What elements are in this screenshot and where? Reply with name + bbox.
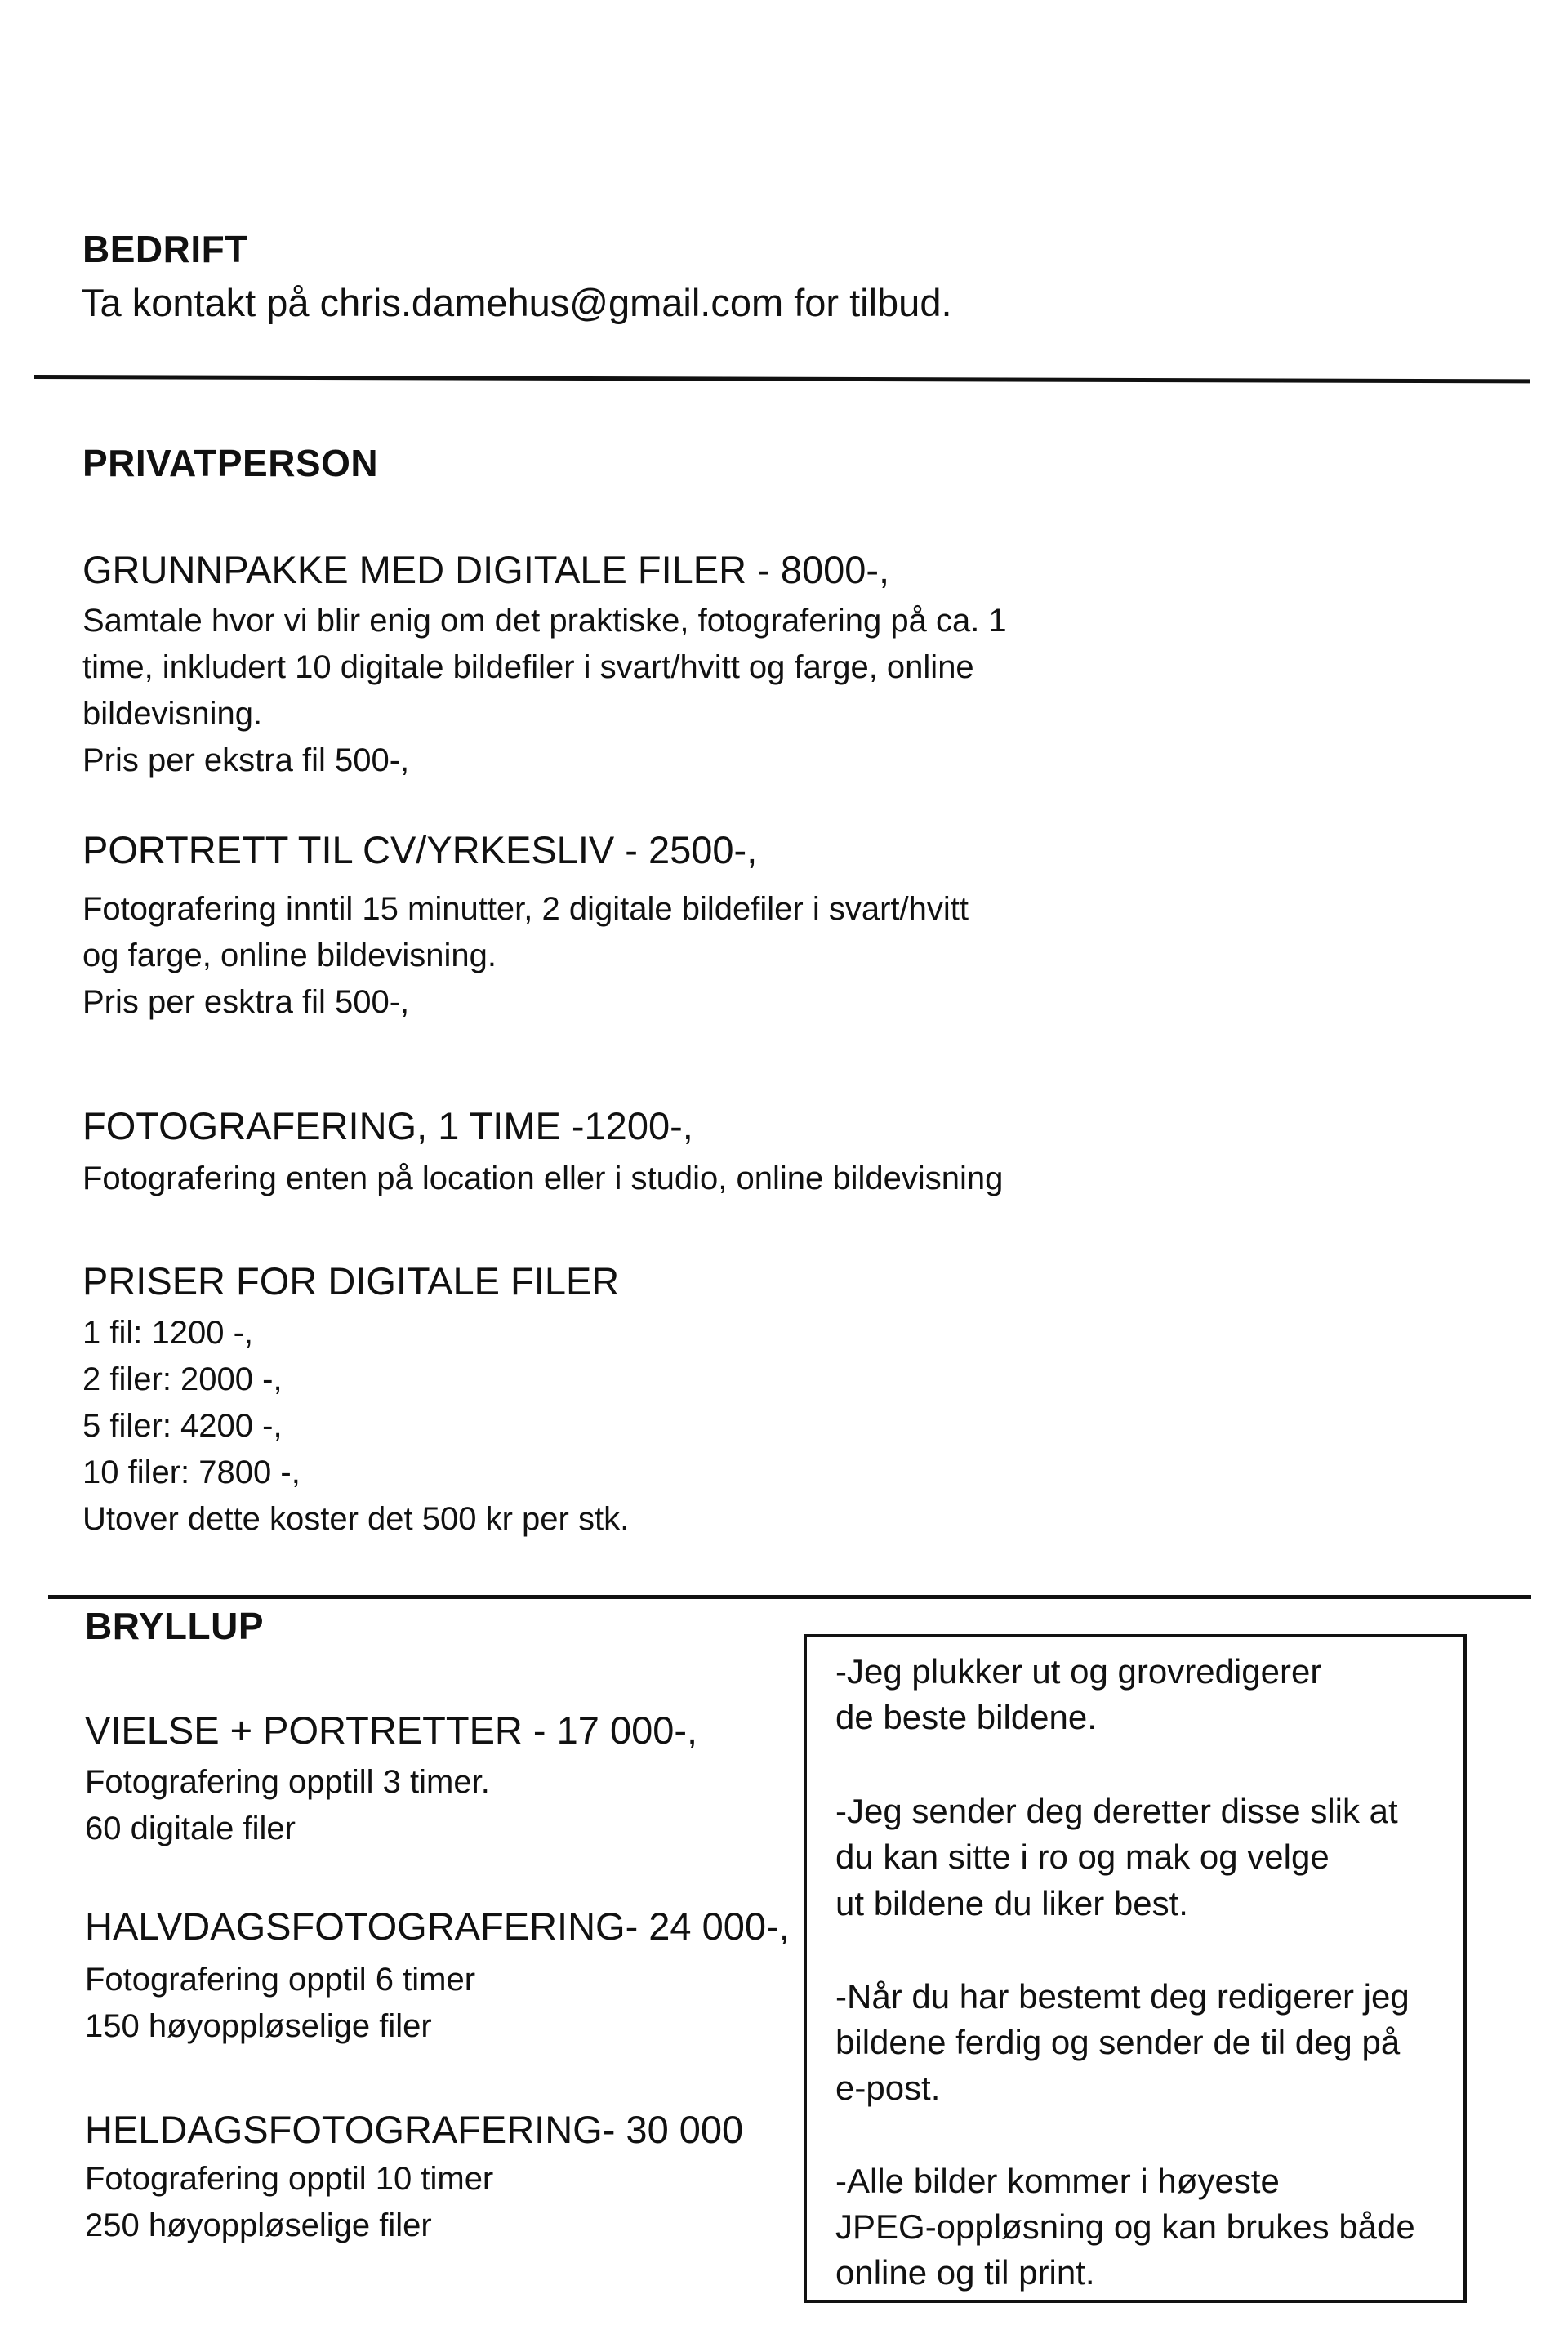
divider-rule — [48, 1595, 1531, 1599]
infobox-line: ut bildene du liker best. — [835, 1884, 1188, 1922]
package-description-line: 150 høyoppløselige filer — [85, 2008, 432, 2044]
package-title: VIELSE + PORTRETTER - 17 000-, — [85, 1708, 698, 1752]
infobox-line: bildene ferdig og sender de til deg på — [835, 2023, 1401, 2061]
package-description-line: Fotografering enten på location eller i studio, online bildevisning — [82, 1160, 1004, 1196]
infobox-line: -Alle bilder kommer i høyeste — [835, 2162, 1280, 2200]
package-title: HALVDAGSFOTOGRAFERING- 24 000-, — [85, 1904, 790, 1948]
package-extra-price: Pris per esktra fil 500-, — [82, 984, 410, 1020]
infobox-line: de beste bildene. — [835, 1698, 1097, 1736]
infobox-line: du kan sitte i ro og mak og velge — [835, 1838, 1330, 1876]
infobox-line: -Når du har bestemt deg redigerer jeg — [835, 1977, 1410, 2016]
package-description-line: Fotografering opptil 10 timer — [85, 2161, 494, 2197]
infobox-line: online og til print. — [835, 2253, 1095, 2292]
package-description-line: 60 digitale filer — [85, 1811, 296, 1846]
package-title: PORTRETT TIL CV/YRKESLIV - 2500-, — [82, 828, 758, 871]
price-line: Utover dette koster det 500 kr per stk. — [82, 1501, 630, 1537]
package-description-line: 250 høyoppløselige filer — [85, 2207, 432, 2243]
package-description-line: Fotografering opptill 3 timer. — [85, 1764, 490, 1800]
price-line: 2 filer: 2000 -, — [82, 1361, 283, 1397]
bedrift-contact-text: Ta kontakt på chris.damehus@gmail.com for tilbud. — [81, 281, 952, 324]
package-description-line: Samtale hvor vi blir enig om det praktiske, fotografering på ca. 1 — [82, 603, 1007, 639]
package-title: PRISER FOR DIGITALE FILER — [82, 1259, 620, 1303]
section-heading-bryllup: BRYLLUP — [85, 1605, 265, 1647]
infobox-line: e-post. — [835, 2069, 941, 2107]
package-extra-price: Pris per ekstra fil 500-, — [82, 742, 410, 778]
package-description-line: Fotografering inntil 15 minutter, 2 digitale bildefiler i svart/hvitt — [82, 891, 969, 927]
package-description-line: bildevisning. — [82, 696, 263, 732]
package-title: HELDAGSFOTOGRAFERING- 30 000 — [85, 2108, 744, 2151]
wedding-process-infobox — [804, 1634, 1467, 2303]
price-line: 1 fil: 1200 -, — [82, 1315, 254, 1351]
infobox-line: -Jeg plukker ut og grovredigerer — [835, 1652, 1322, 1690]
price-line: 10 filer: 7800 -, — [82, 1454, 301, 1490]
package-description-line: og farge, online bildevisning. — [82, 938, 497, 973]
package-title: GRUNNPAKKE MED DIGITALE FILER - 8000-, — [82, 548, 890, 591]
package-title: FOTOGRAFERING, 1 TIME -1200-, — [82, 1104, 693, 1147]
divider-rule — [34, 375, 1530, 383]
infobox-line: -Jeg sender deg deretter disse slik at — [835, 1792, 1398, 1830]
infobox-line: JPEG-oppløsning og kan brukes både — [835, 2207, 1415, 2246]
section-heading-bedrift: BEDRIFT — [82, 228, 248, 270]
price-line: 5 filer: 4200 -, — [82, 1408, 283, 1444]
section-heading-privatperson: PRIVATPERSON — [82, 442, 379, 484]
package-description-line: Fotografering opptil 6 timer — [85, 1962, 476, 1998]
package-description-line: time, inkludert 10 digitale bildefiler i svart/hvitt og farge, online — [82, 649, 974, 685]
